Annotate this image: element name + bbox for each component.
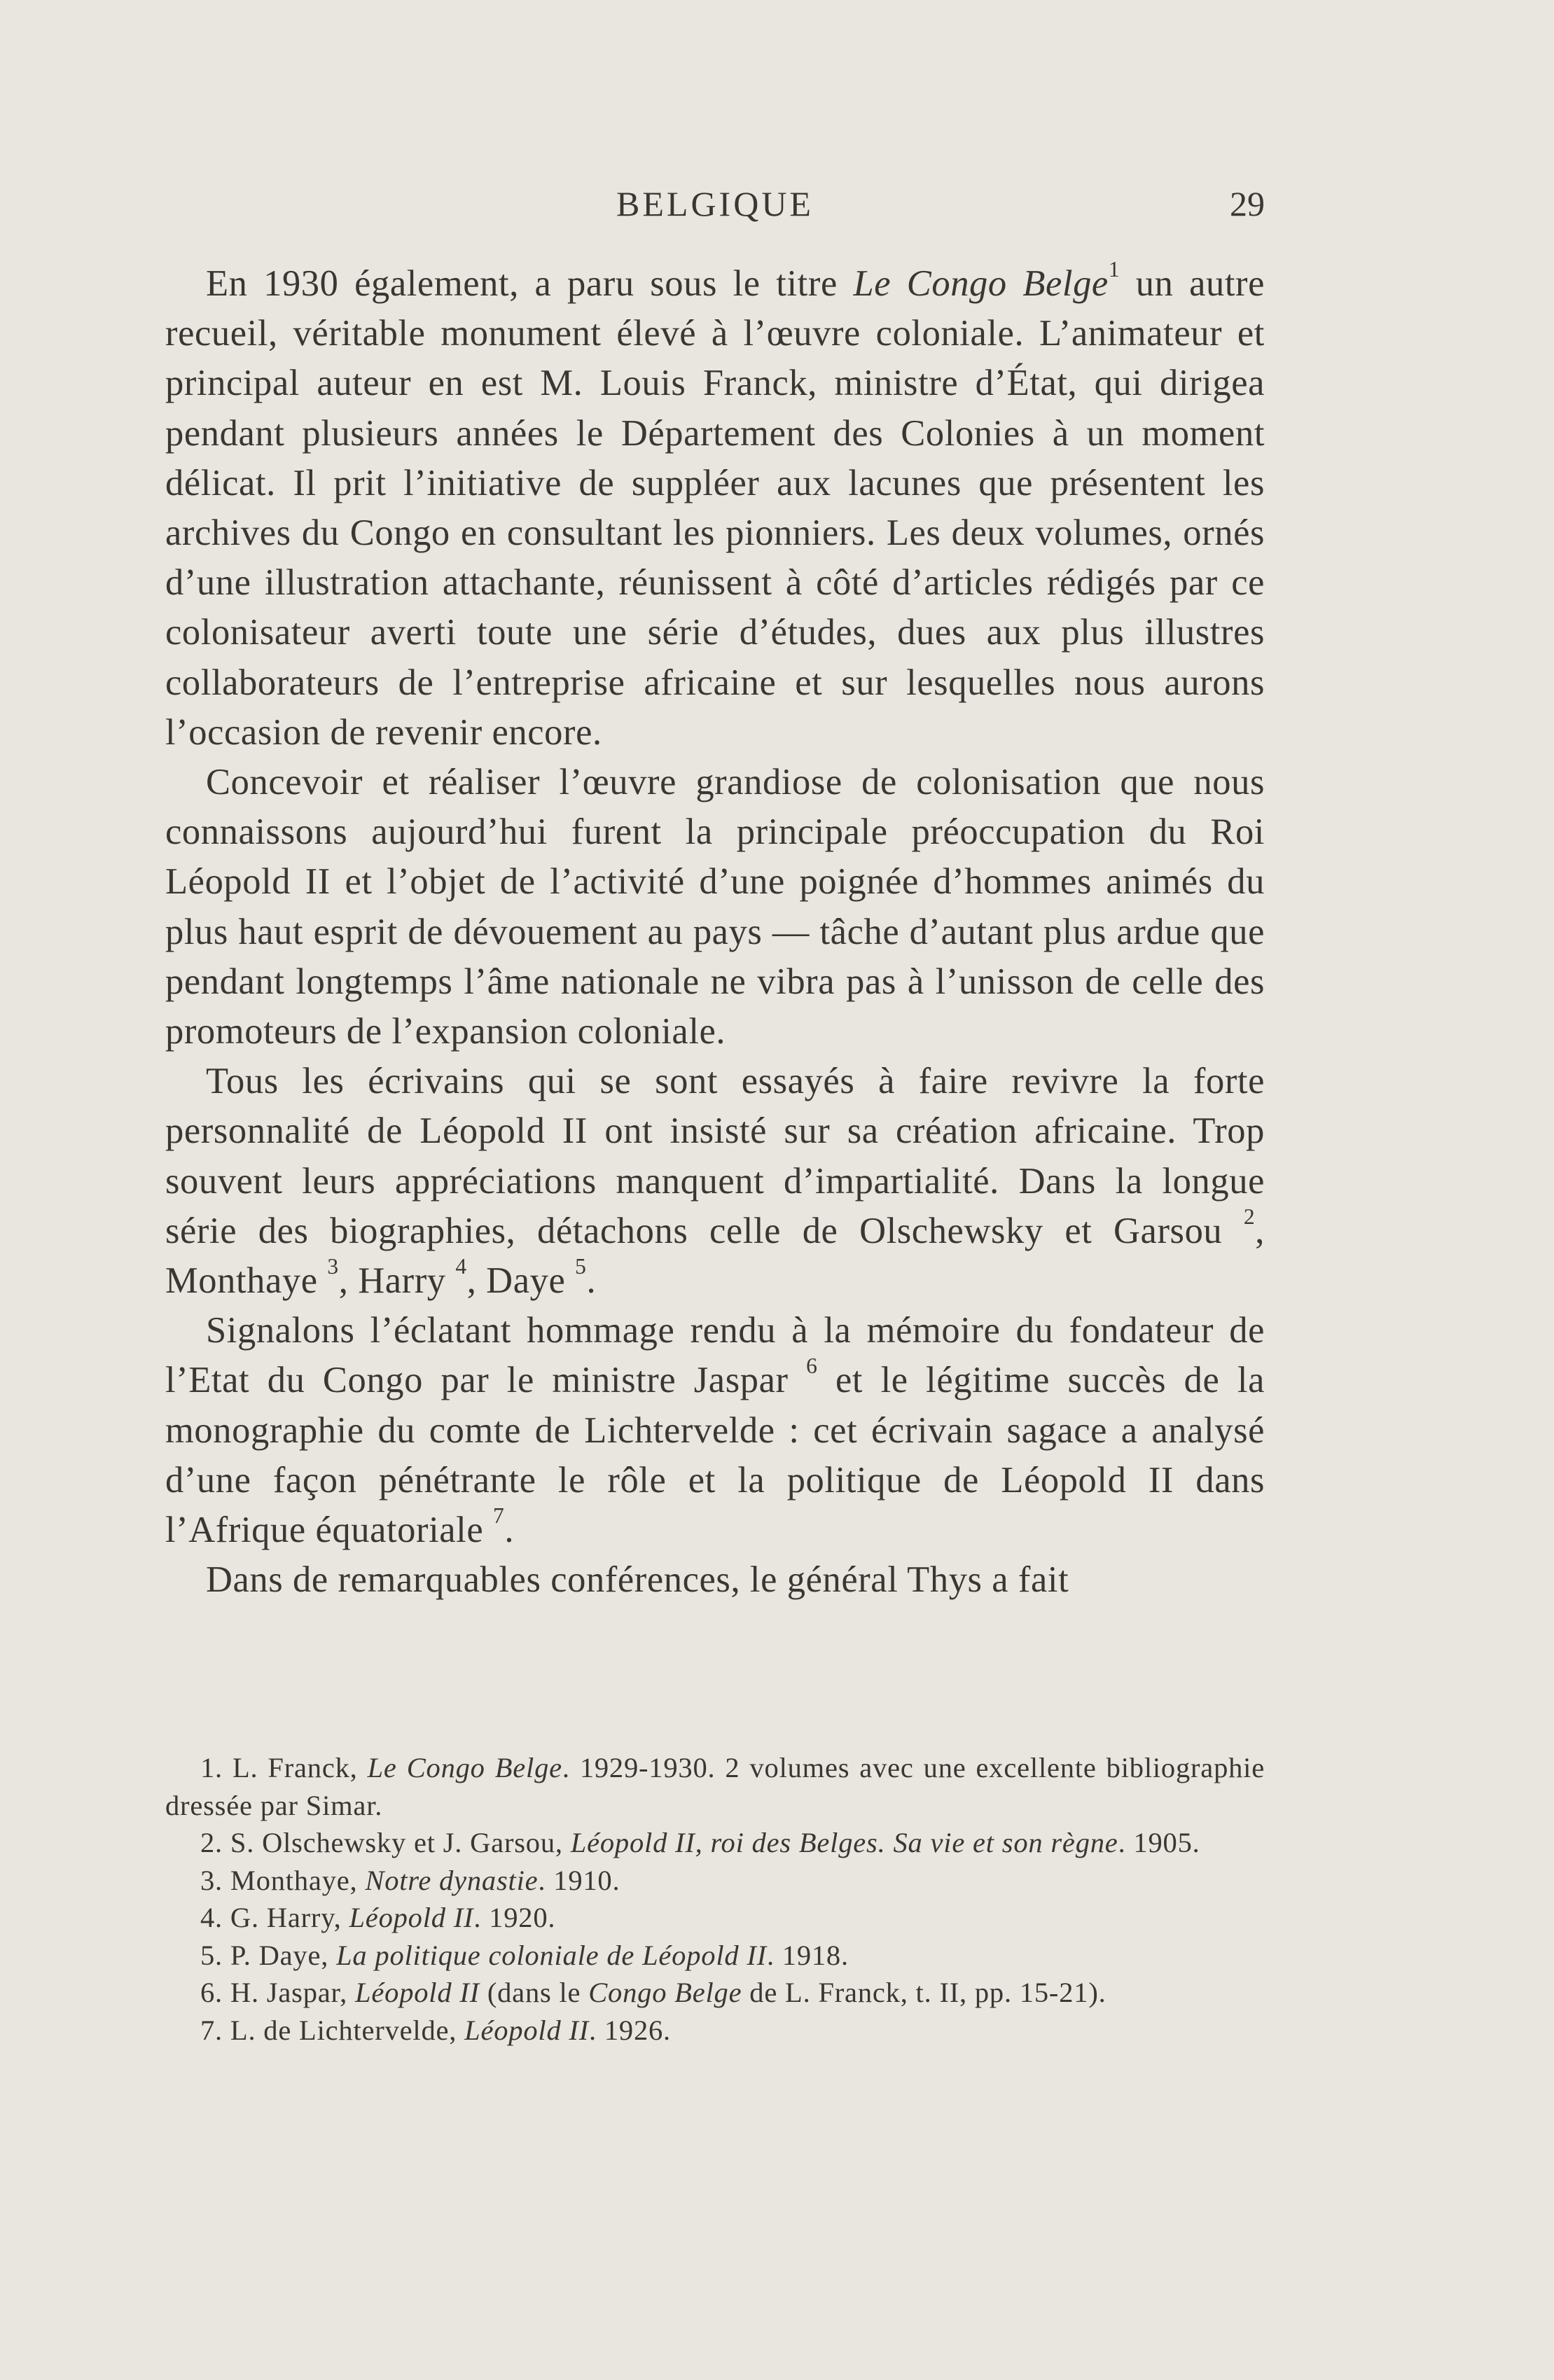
footnote-text: . 1920.	[473, 1902, 556, 1933]
text-run: Dans de remarquables conférences, le général Thys a fait	[206, 1559, 1069, 1601]
footnote-3	[165, 1862, 1265, 1900]
footnotes	[165, 1749, 1265, 2049]
footnote-text: 1. L. Franck,	[200, 1752, 368, 1783]
text-run: En 1930 également, a paru sous le titre	[206, 263, 854, 304]
text-run: et le légitime succès de la monographie du comte de Lichtervelde : cet écrivain sagace a analysé d’une façon pénétrante le rôle et la politique de Léopold II dans l’Afrique équatoriale	[165, 1360, 1265, 1551]
footnote-ref: 4	[455, 1254, 467, 1279]
footnote-title: Notre dynastie	[365, 1864, 539, 1896]
footnote-1	[165, 1749, 1265, 1824]
footnote-title: Léopold II	[464, 2014, 589, 2046]
footnote-text: 3. Monthaye,	[200, 1864, 366, 1896]
footnote-text: . 1926.	[589, 2014, 671, 2046]
text-run: Concevoir et réaliser l’œuvre grandiose de colonisation que nous connaissons aujourd’hui furent la principale préoccupation du Roi Léopold II et l’objet de l’activité d’une poignée d’hommes animés du plus haut esprit de dévouement au pays — tâche d’autant plus ardue que pendant longtemps l’âme nationale ne vibra pas à l’unisson de celle des promoteurs de l’expansion coloniale.	[165, 762, 1265, 1052]
footnote-text: . 1905.	[1118, 1827, 1200, 1858]
footnote-text: 7. L. de Lichtervelde,	[200, 2014, 465, 2046]
footnote-text: 5. P. Daye,	[200, 1939, 337, 1971]
paragraph-4	[165, 1306, 1265, 1555]
footnote-ref: 7	[493, 1503, 505, 1529]
page-number: 29	[1230, 184, 1265, 223]
footnote-title: Léopold II	[355, 1977, 480, 2008]
footnote-ref: 5	[575, 1254, 587, 1279]
text-run: Tous les écrivains qui se sont essayés à faire revivre la forte personnalité de Léopold II ont insisté sur sa création africaine. Trop souvent leurs appréciations manquent d’impartialité. Dans la longue série des biographies, détachons celle de Olschewsky et Garsou	[165, 1061, 1265, 1251]
footnote-text: 2. S. Olschewsky et J. Garsou,	[200, 1827, 571, 1858]
paragraph-1	[165, 259, 1265, 758]
footnote-4	[165, 1899, 1265, 1937]
footnote-text: 4. G. Harry,	[200, 1902, 349, 1933]
footnote-5	[165, 1937, 1265, 1975]
footnote-text: de L. Franck, t. II, pp. 15-21).	[742, 1977, 1106, 2008]
footnote-text: . 1918.	[766, 1939, 849, 1971]
footnote-text: . 1910.	[538, 1864, 620, 1896]
footnote-ref: 3	[327, 1254, 339, 1279]
text-run: un autre recueil, véritable monument élevé à l’œuvre coloniale. L’animateur et principal auteur en est M. Louis Franck, ministre d’État, qui dirigea pendant plusieurs années le Département des Colonies à un moment délicat. Il prit l’initiative de suppléer aux lacunes que présentent les archives du Congo en consultant les pionniers. Les deux volumes, ornés d’une illustration attachante, réunissent à côté d’articles rédigés par ce colonisateur averti toute une série d’études, dues aux plus illustres collaborateurs de l’entreprise africaine et sur lesquelles nous aurons l’occasion de revenir encore.	[165, 263, 1265, 753]
footnote-title: Léopold II, roi des Belges. Sa vie et son règne	[570, 1827, 1118, 1858]
italic-title: Le Congo Belge	[853, 263, 1109, 304]
footnote-6	[165, 1974, 1265, 2012]
footnote-title: Le Congo Belge	[367, 1752, 562, 1783]
text-run: .	[586, 1260, 597, 1302]
main-text	[165, 259, 1265, 1605]
running-title: BELGIQUE	[616, 184, 814, 223]
footnote-ref: 6	[806, 1353, 818, 1379]
footnote-2	[165, 1824, 1265, 1862]
footnote-title: Léopold II	[349, 1902, 474, 1933]
text-run: , Harry	[338, 1260, 456, 1302]
footnote-text: (dans le	[479, 1977, 589, 2008]
text-run: Signalons l’éclatant hommage rendu à la mémoire du fondateur de l’Etat du Congo par le ministre Jaspar	[165, 1310, 1265, 1401]
text-run: , Monthaye	[165, 1210, 1265, 1302]
footnote-title: La politique coloniale de Léopold II	[336, 1939, 767, 1971]
footnote-text: 6. H. Jaspar,	[200, 1977, 356, 2008]
footnote-text: . 1929-1930. 2 volumes avec une excellente bibliographie dressée par Simar.	[165, 1752, 1265, 1821]
text-run: , Daye	[466, 1260, 576, 1302]
footnote-ref: 2	[1243, 1204, 1256, 1230]
footnote-7	[165, 2012, 1265, 2050]
running-head	[165, 183, 1265, 232]
paragraph-3	[165, 1057, 1265, 1306]
paragraph-5	[165, 1555, 1265, 1605]
footnote-ref: 1	[1108, 257, 1121, 282]
text-run: .	[504, 1510, 515, 1551]
paragraph-2	[165, 758, 1265, 1057]
footnote-title: Congo Belge	[588, 1977, 742, 2008]
